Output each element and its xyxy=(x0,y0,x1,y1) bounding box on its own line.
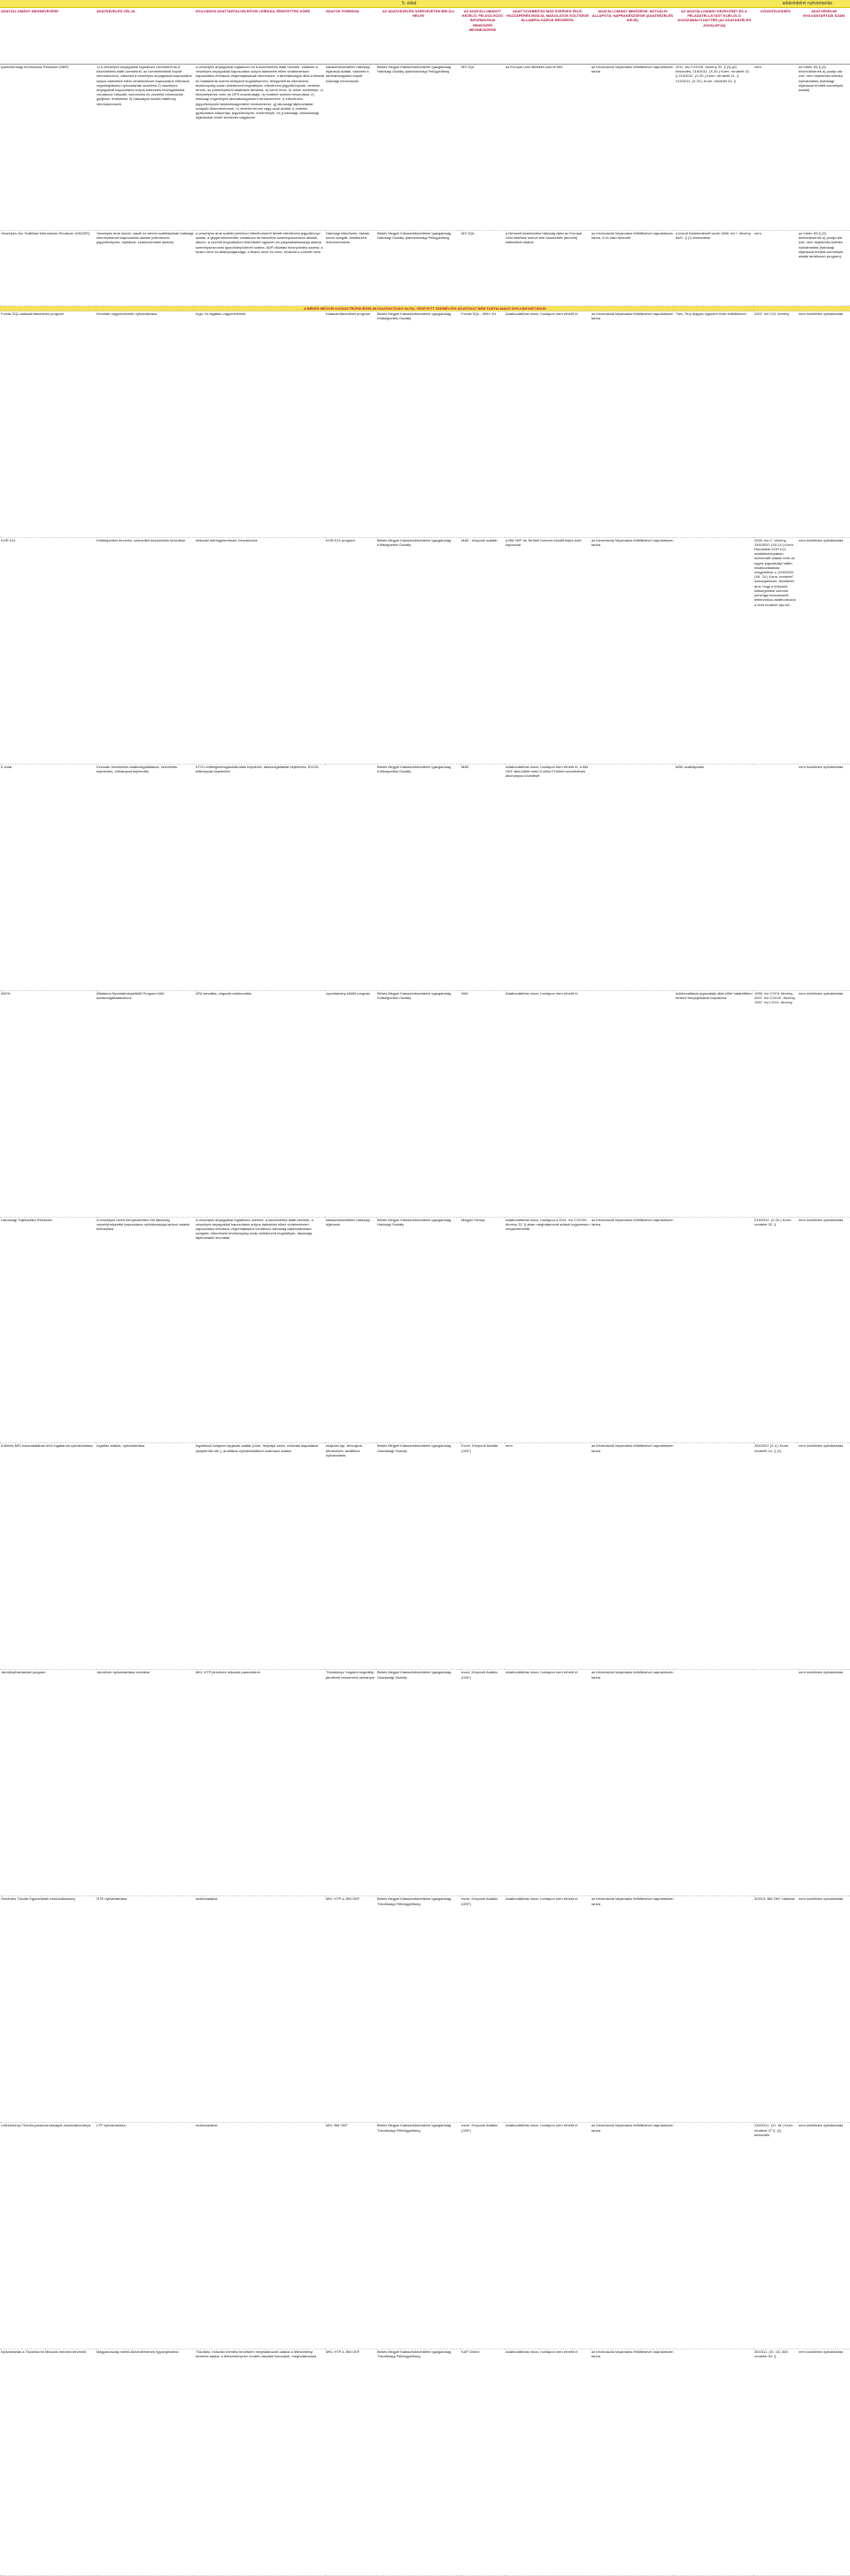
header-cell: NYILVÁNOS ADATTARTALOM RÖVID LEÍRÁSA, ÉRINTETTEK KÖRE xyxy=(195,9,325,65)
table-cell: nem közhiteles nyilvántartás xyxy=(798,2123,850,2349)
table-row xyxy=(0,65,850,231)
file-name: adatvédelmi nyilvántartás xyxy=(782,1,832,6)
table-cell: Békés Megyei Katasztrófavédelmi Igazgatóság Tűzoltósági Főfelügyelőség xyxy=(376,1896,460,2123)
table-cell: Létesítményi Tűzoltó-parancsnokságok eszközállománya xyxy=(0,2123,96,2349)
table-cell xyxy=(675,1896,753,2123)
table-cell: MKI, HTP-k, BM OKF xyxy=(325,1896,376,2123)
table-cell: Nyilvántartás a Tűzoltási és Műszaki mentési tervekről xyxy=(0,2349,96,2576)
table-cell: nem közhiteles nyilvántartás xyxy=(798,764,850,990)
table-cell xyxy=(675,1443,753,1670)
table-cell: az információk folyamatos feltöltésével naprakészen tartva, 5 év után törlendő xyxy=(591,231,675,306)
table-cell: az információk folyamatos feltöltésével naprakészen tartva xyxy=(591,1670,675,1896)
table-cell xyxy=(675,2349,753,2576)
table-cell: a veszélyes anyagokkal foglalkozó és a küszöbérték alatti üzemek, valamint a veszélyes anyagokkal kapcsolatos súlyos balesetek elleni védekezéssel kapcsolatos előírások végrehajtásának információi, a társhatóságok által a feladat és hatáskörük szerint elvégzett engedélyezési, felügyeleti és ellenőrzési tevékenység során keletkezett engedélyek, ellenőrzési jegyzőkönyvek, védelmi tervek; az ipartelepekről adatbázis tartalma: a) üzem neve, b) üzem székhelye, c) telephelyének címe és GPS koordinátája, d) rendelet szerinti besorolása, e) hatósági engedélyek társhatóságonként rendszerezve, f) ellenőrzési jegyzőkönyvek társhatóságonként rendszerezve, g) lakossági tájékoztatást szolgáló dokumentumok, h) védelmi tervek vagy azok adatai, i) védelmi gyakorlatok időpontjai, jegyzőkönyvei, eredményei, és j) hatósági, társhatósági eljárásokat érintő levelezés tárgykörei. xyxy=(195,65,325,231)
table-cell: az Infotv. 65.§ (3) bekezdésének a) pontja alá eső, nem bejelentés-köteles nyilvántartás (hatósági eljárással érintett személyek adatai tartalmazó program) xyxy=(798,231,850,306)
table-cell: ÖTE nyilvántartása xyxy=(96,1896,195,2123)
table-cell: Adattovábbítás nincs, honlapon a 2011. évi CXXVIII. törvény 32. §-ában meghatározott adatok ingyenesen megismerhetők xyxy=(505,1217,591,1443)
table-row xyxy=(0,1670,850,1896)
table-cell: a veszélyes áruk szállító járművel ellenőrzéséről felvett ellenőrzési jegyzőkönyv adatai, a gépjárművezetőre vonatkozó termeszetes személyazonosító adatok, lakcím, a vezetői engedélyben feltüntetett egyszeri és pályaalkalmassági adatok, személyazonosító igazolvány/útlevél száma, ADR oktatási bizonyítvány száma, a kiváró neve és állampolgársága, a feladó neve és címe; továbbá a címzett neve xyxy=(195,231,325,306)
table-cell: a közúti közlekedésről szóló 1988. évi I. törvény 46/C. § (1) bekezdése xyxy=(675,231,753,306)
table-cell: a Nemzeti közlekedési Hatóság útján az Európai Unió illetékes szerve felé összesített (anonim) statisztikai adatok xyxy=(505,231,591,306)
table-cell: A Békés MKI hasznalatában lévő ingatlanok nyilvántartása xyxy=(0,1443,96,1670)
table-row xyxy=(0,2123,850,2349)
table-cell: nem közhiteles nyilvántartás xyxy=(798,1443,850,1670)
table-cell: Adattovábbítás nincs, honlapon nem érhető el xyxy=(505,2349,591,2576)
table-cell: excel, Központi Adattár (OKF) xyxy=(460,2123,505,2349)
table-cell: nem közhiteles nyilvántartás xyxy=(798,990,850,1217)
table-cell: LTP nyilvántartása xyxy=(96,2123,195,2349)
table-cell: az Európai Unió illetékes szerve felé xyxy=(505,65,591,231)
table-cell: 39/2011. (XI. 15.) BM rendelet 54. § xyxy=(753,2349,798,2576)
table-cell: Költségvetési tervezés, számviteli beszámolók készítése xyxy=(96,537,195,764)
table-cell: Békés Megyei Katasztrófavédelmi Igazgatóság Tűzoltósági Főfelügyelőség xyxy=(376,2123,460,2349)
table-row xyxy=(0,764,850,990)
table-cell: nem xyxy=(753,231,798,306)
table-cell: excel, Központi Adattár (OKF) xyxy=(460,1896,505,2123)
page-title: 5. oldal xyxy=(402,1,417,6)
table-cell: Békés Megyei Katasztrófavédelmi Igazgatóság Hatósági Osztály xyxy=(376,1217,460,1443)
table-cell: nem közhiteles nyilvántartás xyxy=(798,311,850,537)
table-cell: Adattovábbítás nincs, honlapon nem érhető el xyxy=(505,311,591,537)
table-row xyxy=(0,1443,850,1670)
header-cell: ADATTOVÁBBÍTÁS MÁS SZERVEK FELÉ, HOZZÁFÉRÉS MÓDJA, MÁSOLATOK KÖLTSÉGE ÁLLAMPOLGÁROK RÉSZÉRŐL xyxy=(505,9,591,65)
header-cell: ADATVÉDELMI NYILVÁNTARTÁSI SZÁM xyxy=(798,9,850,65)
table-cell: Megyei Honlap xyxy=(460,1217,505,1443)
data-table xyxy=(0,9,850,2576)
table-cell: NAV xyxy=(460,990,505,1217)
header-row xyxy=(0,9,850,65)
table-cell xyxy=(325,764,376,990)
table-cell: Adóbevallások jogszabály által előírt határidőben történő benyújtásával naprakész xyxy=(675,990,753,1217)
table-cell: nem közhiteles nyilvántartás xyxy=(798,1217,850,1443)
header-cell: ADATÁLLOMÁNY MEGNEVEZÉSE xyxy=(0,9,96,65)
table-cell: eszközadatok xyxy=(195,2123,325,2349)
table-cell: MS SQL xyxy=(460,231,505,306)
header-cell: ADATÁLLOMÁNY MINŐSÉGE, AKTUÁLIS ÁLLAPOTA, NAPRAKÉSZSÉGE (ADATKEZELÉS IDEJE) xyxy=(591,9,675,65)
table-row xyxy=(0,311,850,537)
table-row xyxy=(0,990,850,1217)
table-cell: 2007. évi CVI. törvény xyxy=(753,311,798,537)
table-cell xyxy=(753,764,798,990)
table-cell: Excel, Központi Adattár (OKF) xyxy=(460,1443,505,1670)
table-cell: a BM OKF és Területi Szervek közötti teljes körű kapcsolat xyxy=(505,537,591,764)
table-cell: Békés Megyei Katasztrófavédelmi Igazgatóság Tűzoltósági Főfelügyelőség xyxy=(376,2349,460,2576)
table-cell: MÁK xyxy=(460,764,505,990)
table-cell: nem xyxy=(505,1443,591,1670)
table-cell: az információk folyamatos feltöltésével naprakészen tartva xyxy=(591,537,675,764)
table-cell: Katasztrófavédelmi program xyxy=(325,311,376,537)
table-cell xyxy=(591,990,675,1217)
table-cell: Adattovábbítás nincs, honlapon nem érhető el xyxy=(505,990,591,1217)
table-cell: Békés Megyei Katasztrófavédelmi Igazgatóság Hatósági Osztály-Iparbiztonsági Felügyelőség xyxy=(376,231,460,306)
table-cell: Veszélyes Áru Szállítási Információs Rendszer (VASZIR) xyxy=(0,231,96,306)
header-cell: AZ ADATKEZELÉS SZERVEZETEN BELÜLI HELYE xyxy=(376,9,460,65)
table-cell xyxy=(675,1217,753,1443)
table-cell: Ingó- és ingatlan vagyonelemek xyxy=(195,311,325,537)
table-cell: az információk folyamatos feltöltésével naprakészen tartva xyxy=(591,1443,675,1670)
table-cell: Kincstári vagyonelemek nyilvántartása xyxy=(96,311,195,537)
header-cell: ADATOK FORRÁSA xyxy=(325,9,376,65)
table-cell: Magyarország mentő-tűzvédelmének egységesítése xyxy=(96,2349,195,2576)
table-cell: 2011. évi CXXVIII. törvény 32. § (3)-(8) bekezdés, 219/2011. (X.20.) Korm. rendelet 32. § 219/2011. (X.20.) Korm. rendelet 41. § 219/2011. (X.20.) Korm. rendelet 43. § xyxy=(675,65,753,231)
title-bar xyxy=(0,0,850,8)
table-cell: MKI, HTP járművek műszaki paraméterei xyxy=(195,1670,325,1896)
table-cell: katasztrófavédelmi hatósági eljárások xyxy=(325,1217,376,1443)
header-cell: AZ ADATÁLLOMÁNYT KEZELŐ, FELDOLGOZÓ INFORMATIKAI RENDSZER MEGNEVEZÉSE xyxy=(460,9,505,65)
table-cell: nyomtatvány kitöltő program xyxy=(325,990,376,1217)
table-cell: Hatósági ellenőrzés, eljárás során vizsgált, keletkezett dokumentumok xyxy=(325,231,376,306)
section-banner: A BÉKÉS MEGYEI KATASZTRÓFAVÉDELMI IGAZGATÓSÁG ÁLTAL VEZETETT SZEMÉLYES ADATOKAT NEM TARTALMAZÓ NYILVÁNTARTÁSOK xyxy=(0,306,850,311)
table-cell: excel, Központi Adattár (OKF) xyxy=(460,1670,505,1896)
table-row xyxy=(0,231,850,306)
table-cell: Békés Megyei Katasztrófavédelmi Igazgatóság Hatósági Osztály-Iparbiztonsági Felügyelőség xyxy=(376,65,460,231)
table-row xyxy=(0,2349,850,2576)
table-cell: a veszélyes anyagokkal foglalkozó üzemek, a küszöbérték alatti üzemek, a veszélyes anyagokkal kapcsolatos súlyos balesetek elleni védekezéssel kapcsolatos előírások végrehajtására vonatkozó lakosság tájékoztatására szolgáló, ellenőrzési tevékenység során keletkezett engedélyek, lakossági tájékoztatók kivonatai xyxy=(195,1217,325,1443)
table-cell: A veszélyes üzem környezetében élő lakosság veszélyhelyzettel kapcsolatos nyilvánossága tartozó adatok biztosítása xyxy=(96,1217,195,1443)
table-cell: Veszélyes áruk közúti, vasúti és belvízi szállításának hatósági ellenőrzésével kapcsolatos adatok (ellenőrzési jegyzőkönyvek, eljárások, szankcionálási adatok) xyxy=(96,231,195,306)
table-cell xyxy=(753,1670,798,1896)
table-cell: ingatlanok tulajdoni lapjának adatai (címe, helyrajzi szám, műszaki alapadatok (alapterület stb.), analitikus nyilvántartásból származó adatok xyxy=(195,1443,325,1670)
table-cell: tulajdoni lap, tervrajzok, felmérések, analitikus nyilvántartás xyxy=(325,1443,376,1670)
table-cell: KGR-K11 program xyxy=(325,537,376,764)
table-cell: az információk folyamatos feltöltésével naprakészen tartva xyxy=(591,1217,675,1443)
table-cell: MKI, BM OKF xyxy=(325,2123,376,2349)
table-cell: ÁNYK xyxy=(0,990,96,1217)
table-cell: 1995. évi CXVII. törvény, 2007. évi CXXVII. törvény, 1997. évi LXXX. törvény xyxy=(753,990,798,1217)
header-cell: AZ ADATÁLLOMÁNY KEZELÉSÉT ÉS A FELADATELLÁTÁST KIJELÖLŐ JOGSZABÁLYI HÁTTÉR (AZ ADATKEZELÉS JOGALAPJA) xyxy=(675,9,753,65)
table-cell: Ingatlan adatok, nyilvántartása xyxy=(96,1443,195,1670)
table-cell: az Infotv. 65.§ (3) bekezdésének a) pontja alá eső, nem bejelentés-köteles nyilvántartás (hatósági eljárással érintett személyek adatai) xyxy=(798,65,850,231)
table-cell xyxy=(675,2123,753,2349)
table-cell: ÁFA-bevallás, cégautó-adóbevallás xyxy=(195,990,325,1217)
table-cell xyxy=(675,1670,753,1896)
table-cell: Békés Megyei Katasztrófavédelmi Igazgatóság Költségvetési Osztály xyxy=(376,537,460,764)
table-cell: az információk folyamatos feltöltésével naprakészen tartva xyxy=(591,1896,675,2123)
table-cell: Békés Megyei Katasztrófavédelmi Igazgatóság Költségvetési Osztály xyxy=(376,311,460,537)
table-cell: Adattovábbítás nincs, honlapon nem érhető el xyxy=(505,1896,591,2123)
table-cell: Járművek nyilvántartása vezetése xyxy=(96,1670,195,1896)
table-cell: KTO1 költségvetésgazdálkodási bejelentő, társszolgáltatási bejelentés, EGOS-előirányzat bejelentés xyxy=(195,764,325,990)
table-cell: MÁK szabályzatai xyxy=(675,764,753,990)
table-cell: Békés Megyei Katasztrófavédelmi Igazgatóság Költségvetési Osztály xyxy=(376,990,460,1217)
table-cell: 219/2011. (X.20.) Korm. rendelet 32. § xyxy=(753,1217,798,1443)
table-cell: 3/2013. BM OKF Utasítás xyxy=(753,1896,798,2123)
table-cell: Békés Megyei Katasztrófavédelmi Igazgatóság Költségvetési Osztály xyxy=(376,764,460,990)
table-row xyxy=(0,1217,850,1443)
table-cell: 239/2011. (XI. 18.) Korm. rendelet 27 §. (2) bekezdés xyxy=(753,2123,798,2349)
table-cell: Iparbiztonsági Információs Rendszer (IBIR) xyxy=(0,65,96,231)
table-cell: az információk folyamatos feltöltésével naprakészen tartva xyxy=(591,2123,675,2349)
table-cell: Tárv, Téry alapján egyszeri évek feltöltésével xyxy=(675,311,753,537)
table-cell: Kincstári rendszeres adatszolgáltatások, szerződés bejelentés, előirányzat bejelentés xyxy=(96,764,195,990)
table-cell: Önkéntes Tűzoltó Egyesületek eszközállomány xyxy=(0,1896,96,2123)
table-cell: Forrás SQL - MNV Zrt. xyxy=(460,311,505,537)
table-row xyxy=(0,537,850,764)
table-cell: katasztrófavédelmi hatósági eljárások adatai, valamint a társhatóságoktól kapott hatósági információk xyxy=(325,65,376,231)
table-cell: E-Adat xyxy=(0,764,96,990)
table-cell: Adattovábbítás nincs, honlapon nem érhető el, a BM OKF által kötött nettó 5 millió Ft feletti szerződések állományos követését xyxy=(505,764,591,990)
table-cell: nem közhiteles nyilvántartás xyxy=(798,537,850,764)
table-cell: MÁK - központi adattár xyxy=(460,537,505,764)
table-cell: KGR K11 xyxy=(0,537,96,764)
table-cell: Általános Nyomtatványkitöltő Program NAV adatszolgáltatásokhoz xyxy=(96,990,195,1217)
table-cell: az információk folyamatos feltöltésével naprakészen tartva xyxy=(591,311,675,537)
table-cell: Időszaki mérlegjelentések, beszámolók xyxy=(195,537,325,764)
table-cell: 1) a veszélyes anyagokkal foglalkozó üzemekről és a küszöbérték alatti üzemekről, az üzemeltetőkről kapott információkról, valamint a veszélyes anyagokkal kapcsolatos súlyos balesetek elleni védekezéssel kapcsolatos előírások végrehajtásáról nyilvántartás vezetése 2) veszélyes anyagokkal kapcsolatos súlyos balesetek kivizsgálására vonatkozó műszaki, szervezési és vezetési információk gyűjtése, értékelése 3) hatóságok közötti hatékony információcsere xyxy=(96,65,195,231)
table-cell: Békés Megyei Katasztrófavédelmi Igazgatóság Gazdasági Osztály xyxy=(376,1670,460,1896)
table-cell: Tűzoltási, műszaki mentési tervekben meghatározott adatok a létesítményi kezelési adatai, a létesítményhez rendelt riasztási fokozatok, meghatározása xyxy=(195,2349,325,2576)
table-cell: az információk folyamatos feltöltésével naprakészen tartva xyxy=(591,2349,675,2576)
table-cell: 2000. évi C. törvény, 249/2000. (XII.24.) Korm. Rendelete KGR K11 adatállományában kezelendő adatok köre az egyes jogszabályi háttér hivatkozásainak megjelölése a „249/2000. (XII. 24.) Korm. rendelet" szövegrésszel, tekintettel arra, hogy a központi költségvetési szervek pénzügyi beszámolóit elektronikus adathordozón a fenti rendelet írja elő. xyxy=(753,537,798,764)
header-cell: KÖZHITELESSÉG xyxy=(753,9,798,65)
table-cell: az információk folyamatos feltöltésével naprakészen tartva xyxy=(591,65,675,231)
table-cell: nem közhiteles nyilvántartás xyxy=(798,1670,850,1896)
table-cell: KAP Online xyxy=(460,2349,505,2576)
table-cell: Törzskönyv, forgalmi engedély, járművek beszerzési okmányai xyxy=(325,1670,376,1896)
table-cell: nem közhiteles nyilvántartás xyxy=(798,2349,850,2576)
table-cell: Adattovábbítás nincs, honlapon nem érhető el xyxy=(505,2123,591,2349)
table-cell: Járműnyilvántartási program xyxy=(0,1670,96,1896)
table-cell: eszközadatok xyxy=(195,1896,325,2123)
table-cell xyxy=(675,537,753,764)
table-cell xyxy=(591,764,675,990)
table-cell: Adattovábbítás nincs, honlapon nem érhető el xyxy=(505,1670,591,1896)
table-cell: 254/2007 (X.4.) Korm. rendelet 14. § (1) xyxy=(753,1443,798,1670)
table-cell: Forrás SQL katasztrófavédelmi program xyxy=(0,311,96,537)
table-cell: Lakossági Tájékoztató Rendszer xyxy=(0,1217,96,1443)
table-cell: MKI, HTP-k, BM OKF xyxy=(325,2349,376,2576)
table-cell: MS SQL xyxy=(460,65,505,231)
header-cell: ADATKEZELÉS CÉLJA xyxy=(96,9,195,65)
table-cell: nem xyxy=(753,65,798,231)
table-cell: nem közhiteles nyilvántartás xyxy=(798,1896,850,2123)
table-row xyxy=(0,1896,850,2123)
table-cell: Békés Megyei Katasztrófavédelmi Igazgatóság Gazdasági Osztály xyxy=(376,1443,460,1670)
